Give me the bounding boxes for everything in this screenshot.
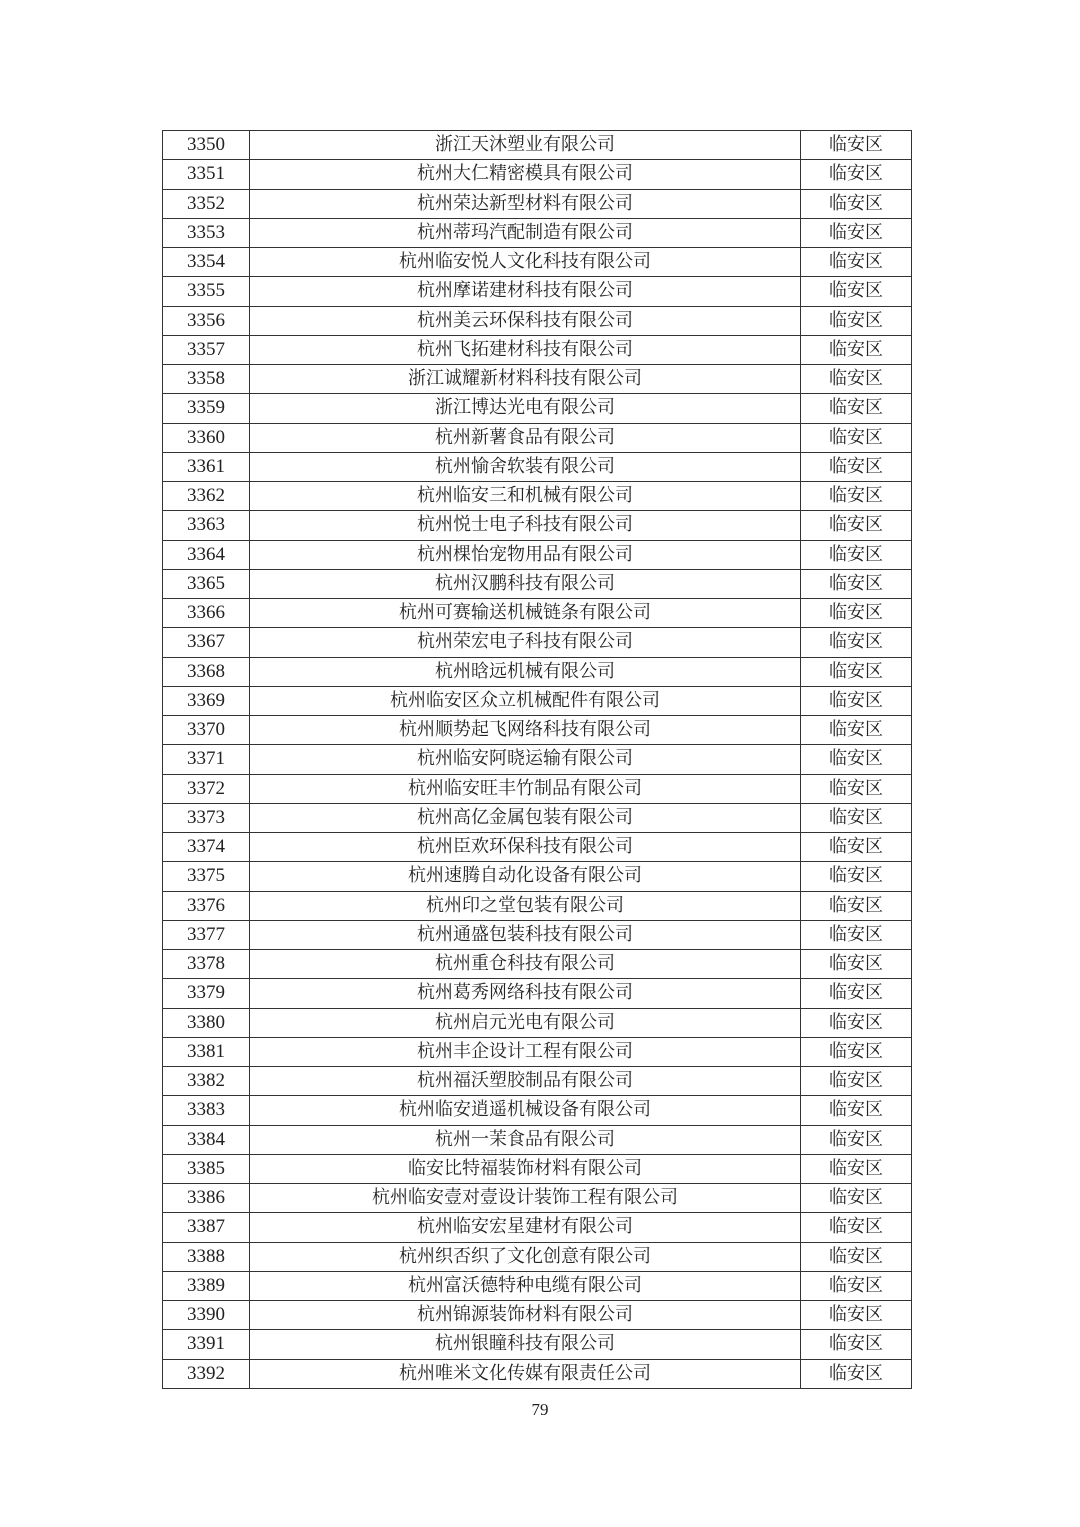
company-name: 杭州愉舍软装有限公司 bbox=[250, 452, 801, 481]
company-name: 杭州美云环保科技有限公司 bbox=[250, 306, 801, 335]
row-number: 3351 bbox=[163, 160, 250, 189]
row-number: 3363 bbox=[163, 511, 250, 540]
district-name: 临安区 bbox=[801, 774, 912, 803]
company-name: 杭州临安区众立机械配件有限公司 bbox=[250, 686, 801, 715]
row-number: 3376 bbox=[163, 891, 250, 920]
row-number: 3381 bbox=[163, 1037, 250, 1066]
company-name: 杭州葛秀网络科技有限公司 bbox=[250, 979, 801, 1008]
company-name: 杭州大仁精密模具有限公司 bbox=[250, 160, 801, 189]
table-row bbox=[163, 1213, 912, 1242]
district-name: 临安区 bbox=[801, 189, 912, 218]
row-number: 3372 bbox=[163, 774, 250, 803]
table-row bbox=[163, 160, 912, 189]
table-row bbox=[163, 248, 912, 277]
company-name: 杭州一茉食品有限公司 bbox=[250, 1125, 801, 1154]
table-row bbox=[163, 1037, 912, 1066]
company-name: 杭州飞拓建材科技有限公司 bbox=[250, 335, 801, 364]
district-name: 临安区 bbox=[801, 1330, 912, 1359]
table-row bbox=[163, 1008, 912, 1037]
company-name: 杭州摩诺建材科技有限公司 bbox=[250, 277, 801, 306]
district-name: 临安区 bbox=[801, 1096, 912, 1125]
row-number: 3364 bbox=[163, 540, 250, 569]
row-number: 3362 bbox=[163, 482, 250, 511]
row-number: 3353 bbox=[163, 218, 250, 247]
district-name: 临安区 bbox=[801, 511, 912, 540]
district-name: 临安区 bbox=[801, 569, 912, 598]
district-name: 临安区 bbox=[801, 1213, 912, 1242]
district-name: 临安区 bbox=[801, 745, 912, 774]
company-name: 杭州银瞳科技有限公司 bbox=[250, 1330, 801, 1359]
row-number: 3365 bbox=[163, 569, 250, 598]
district-name: 临安区 bbox=[801, 657, 912, 686]
table-row bbox=[163, 979, 912, 1008]
row-number: 3360 bbox=[163, 423, 250, 452]
district-name: 临安区 bbox=[801, 716, 912, 745]
table-row bbox=[163, 482, 912, 511]
row-number: 3380 bbox=[163, 1008, 250, 1037]
company-name: 浙江博达光电有限公司 bbox=[250, 394, 801, 423]
row-number: 3377 bbox=[163, 920, 250, 949]
row-number: 3350 bbox=[163, 131, 250, 160]
table-row bbox=[163, 335, 912, 364]
district-name: 临安区 bbox=[801, 979, 912, 1008]
district-name: 临安区 bbox=[801, 218, 912, 247]
company-name: 杭州福沃塑胶制品有限公司 bbox=[250, 1067, 801, 1096]
district-name: 临安区 bbox=[801, 540, 912, 569]
company-name: 杭州织否织了文化创意有限公司 bbox=[250, 1242, 801, 1271]
company-name: 杭州高亿金属包装有限公司 bbox=[250, 803, 801, 832]
table-row bbox=[163, 1242, 912, 1271]
row-number: 3366 bbox=[163, 599, 250, 628]
table-row bbox=[163, 569, 912, 598]
row-number: 3356 bbox=[163, 306, 250, 335]
district-name: 临安区 bbox=[801, 920, 912, 949]
table-row bbox=[163, 131, 912, 160]
row-number: 3358 bbox=[163, 365, 250, 394]
row-number: 3386 bbox=[163, 1184, 250, 1213]
company-name: 浙江诚耀新材料科技有限公司 bbox=[250, 365, 801, 394]
row-number: 3387 bbox=[163, 1213, 250, 1242]
district-name: 临安区 bbox=[801, 365, 912, 394]
table-row bbox=[163, 599, 912, 628]
company-name: 杭州临安三和机械有限公司 bbox=[250, 482, 801, 511]
table-row bbox=[163, 833, 912, 862]
company-list-table bbox=[162, 130, 912, 1389]
company-name: 杭州荣宏电子科技有限公司 bbox=[250, 628, 801, 657]
table-row bbox=[163, 1184, 912, 1213]
company-name: 杭州启元光电有限公司 bbox=[250, 1008, 801, 1037]
district-name: 临安区 bbox=[801, 1301, 912, 1330]
table-row bbox=[163, 862, 912, 891]
row-number: 3373 bbox=[163, 803, 250, 832]
company-name: 杭州顺势起飞网络科技有限公司 bbox=[250, 716, 801, 745]
table-row bbox=[163, 511, 912, 540]
district-name: 临安区 bbox=[801, 1037, 912, 1066]
district-name: 临安区 bbox=[801, 1184, 912, 1213]
company-name: 杭州蒂玛汽配制造有限公司 bbox=[250, 218, 801, 247]
company-name: 杭州印之堂包装有限公司 bbox=[250, 891, 801, 920]
district-name: 临安区 bbox=[801, 862, 912, 891]
row-number: 3361 bbox=[163, 452, 250, 481]
table-row bbox=[163, 540, 912, 569]
table-body bbox=[163, 131, 912, 1389]
district-name: 临安区 bbox=[801, 686, 912, 715]
page-number: 79 bbox=[531, 1400, 549, 1419]
district-name: 临安区 bbox=[801, 335, 912, 364]
row-number: 3391 bbox=[163, 1330, 250, 1359]
table-row bbox=[163, 1154, 912, 1183]
company-name: 杭州临安逍遥机械设备有限公司 bbox=[250, 1096, 801, 1125]
row-number: 3357 bbox=[163, 335, 250, 364]
row-number: 3355 bbox=[163, 277, 250, 306]
company-name: 杭州富沃德特种电缆有限公司 bbox=[250, 1271, 801, 1300]
table-row bbox=[163, 686, 912, 715]
district-name: 临安区 bbox=[801, 1271, 912, 1300]
row-number: 3388 bbox=[163, 1242, 250, 1271]
company-name: 杭州棵怡宠物用品有限公司 bbox=[250, 540, 801, 569]
district-name: 临安区 bbox=[801, 891, 912, 920]
row-number: 3354 bbox=[163, 248, 250, 277]
table-row bbox=[163, 277, 912, 306]
table-row bbox=[163, 189, 912, 218]
table-row bbox=[163, 1301, 912, 1330]
company-name: 杭州荣达新型材料有限公司 bbox=[250, 189, 801, 218]
company-name: 杭州新薯食品有限公司 bbox=[250, 423, 801, 452]
district-name: 临安区 bbox=[801, 1359, 912, 1388]
company-name: 杭州速腾自动化设备有限公司 bbox=[250, 862, 801, 891]
company-name: 杭州临安宏星建材有限公司 bbox=[250, 1213, 801, 1242]
district-name: 临安区 bbox=[801, 277, 912, 306]
row-number: 3369 bbox=[163, 686, 250, 715]
table-row bbox=[163, 745, 912, 774]
district-name: 临安区 bbox=[801, 160, 912, 189]
company-name: 杭州晗远机械有限公司 bbox=[250, 657, 801, 686]
district-name: 临安区 bbox=[801, 599, 912, 628]
row-number: 3379 bbox=[163, 979, 250, 1008]
table-row bbox=[163, 1125, 912, 1154]
district-name: 临安区 bbox=[801, 131, 912, 160]
district-name: 临安区 bbox=[801, 1008, 912, 1037]
company-name: 杭州临安旺丰竹制品有限公司 bbox=[250, 774, 801, 803]
company-name: 浙江天沐塑业有限公司 bbox=[250, 131, 801, 160]
district-name: 临安区 bbox=[801, 423, 912, 452]
row-number: 3382 bbox=[163, 1067, 250, 1096]
district-name: 临安区 bbox=[801, 803, 912, 832]
company-name: 临安比特福装饰材料有限公司 bbox=[250, 1154, 801, 1183]
row-number: 3375 bbox=[163, 862, 250, 891]
district-name: 临安区 bbox=[801, 833, 912, 862]
table-row bbox=[163, 423, 912, 452]
row-number: 3383 bbox=[163, 1096, 250, 1125]
row-number: 3359 bbox=[163, 394, 250, 423]
district-name: 临安区 bbox=[801, 306, 912, 335]
table-row bbox=[163, 950, 912, 979]
row-number: 3370 bbox=[163, 716, 250, 745]
row-number: 3392 bbox=[163, 1359, 250, 1388]
table-row bbox=[163, 218, 912, 247]
table-row bbox=[163, 774, 912, 803]
table-row bbox=[163, 1330, 912, 1359]
table-row bbox=[163, 394, 912, 423]
company-name: 杭州临安阿晓运输有限公司 bbox=[250, 745, 801, 774]
district-name: 临安区 bbox=[801, 248, 912, 277]
row-number: 3371 bbox=[163, 745, 250, 774]
row-number: 3367 bbox=[163, 628, 250, 657]
table-row bbox=[163, 1067, 912, 1096]
district-name: 临安区 bbox=[801, 950, 912, 979]
company-name: 杭州丰企设计工程有限公司 bbox=[250, 1037, 801, 1066]
company-name: 杭州臣欢环保科技有限公司 bbox=[250, 833, 801, 862]
row-number: 3385 bbox=[163, 1154, 250, 1183]
district-name: 临安区 bbox=[801, 628, 912, 657]
district-name: 临安区 bbox=[801, 1067, 912, 1096]
table-row bbox=[163, 716, 912, 745]
table-row bbox=[163, 657, 912, 686]
district-name: 临安区 bbox=[801, 1125, 912, 1154]
district-name: 临安区 bbox=[801, 1154, 912, 1183]
row-number: 3368 bbox=[163, 657, 250, 686]
row-number: 3374 bbox=[163, 833, 250, 862]
company-name: 杭州重仓科技有限公司 bbox=[250, 950, 801, 979]
company-name: 杭州可赛输送机械链条有限公司 bbox=[250, 599, 801, 628]
row-number: 3352 bbox=[163, 189, 250, 218]
row-number: 3389 bbox=[163, 1271, 250, 1300]
district-name: 临安区 bbox=[801, 452, 912, 481]
company-name: 杭州唯米文化传媒有限责任公司 bbox=[250, 1359, 801, 1388]
district-name: 临安区 bbox=[801, 1242, 912, 1271]
company-name: 杭州悦士电子科技有限公司 bbox=[250, 511, 801, 540]
table-row bbox=[163, 1096, 912, 1125]
table-row bbox=[163, 628, 912, 657]
company-name: 杭州锦源装饰材料有限公司 bbox=[250, 1301, 801, 1330]
table-row bbox=[163, 803, 912, 832]
table-row bbox=[163, 891, 912, 920]
table-row bbox=[163, 1271, 912, 1300]
company-name: 杭州汉鹏科技有限公司 bbox=[250, 569, 801, 598]
district-name: 临安区 bbox=[801, 394, 912, 423]
company-name: 杭州临安壹对壹设计装饰工程有限公司 bbox=[250, 1184, 801, 1213]
table-row bbox=[163, 306, 912, 335]
company-name: 杭州临安悦人文化科技有限公司 bbox=[250, 248, 801, 277]
district-name: 临安区 bbox=[801, 482, 912, 511]
row-number: 3390 bbox=[163, 1301, 250, 1330]
table-row bbox=[163, 452, 912, 481]
table-row bbox=[163, 365, 912, 394]
table-row bbox=[163, 1359, 912, 1388]
row-number: 3384 bbox=[163, 1125, 250, 1154]
row-number: 3378 bbox=[163, 950, 250, 979]
table-row bbox=[163, 920, 912, 949]
company-name: 杭州通盛包装科技有限公司 bbox=[250, 920, 801, 949]
